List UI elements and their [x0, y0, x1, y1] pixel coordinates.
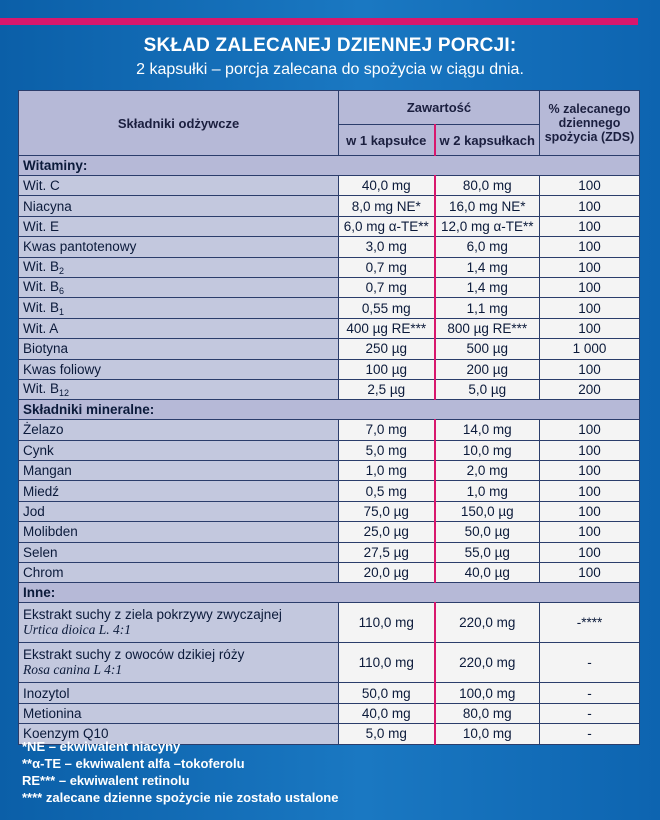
value-two-capsules: 2,0 mg — [435, 461, 540, 481]
nutrient-name — [19, 277, 339, 297]
table-row — [19, 522, 640, 542]
nutrient-name — [19, 237, 339, 257]
value-rda: - — [540, 703, 640, 723]
page-title: SKŁAD ZALECANEJ DZIENNEJ PORCJI: — [143, 35, 517, 56]
value-rda: 100 — [540, 501, 640, 521]
nutrient-name — [19, 379, 339, 399]
section-vitamins: Witaminy: — [19, 156, 640, 176]
table-row — [19, 379, 640, 399]
value-one-capsule: 100 µg — [339, 359, 435, 379]
nutrient-name: Miedź — [19, 481, 339, 501]
value-one-capsule: 1,0 mg — [339, 461, 435, 481]
nutrient-name — [19, 603, 339, 643]
value-rda: 100 — [540, 420, 640, 440]
value-one-capsule: 0,55 mg — [339, 298, 435, 318]
value-two-capsules: 12,0 mg α-TE** — [435, 216, 540, 236]
value-one-capsule: 0,5 mg — [339, 481, 435, 501]
nutrient-name — [19, 196, 339, 216]
value-one-capsule: 400 µg RE*** — [339, 318, 435, 338]
table-row — [19, 359, 640, 379]
nutrient-label: Koenzym Q10 — [23, 726, 109, 742]
nutrient-name: Żelazo — [19, 420, 339, 440]
header-content: Zawartość — [339, 91, 540, 125]
latin-name: Urtica dioica L. 4:1 — [23, 622, 131, 638]
value-two-capsules: 500 µg — [435, 339, 540, 359]
value-rda: 100 — [540, 196, 640, 216]
table-row — [19, 501, 640, 521]
nutrient-name — [19, 703, 339, 723]
value-one-capsule: 20,0 µg — [339, 563, 435, 583]
nutrient-label: Wit. A — [23, 320, 59, 336]
value-rda: - — [540, 643, 640, 683]
nutrient-name — [19, 298, 339, 318]
title-block — [0, 34, 660, 80]
value-one-capsule: 3,0 mg — [339, 237, 435, 257]
header-one-capsule: w 1 kapsułce — [339, 125, 435, 156]
table-row — [19, 683, 640, 703]
value-one-capsule: 40,0 mg — [339, 176, 435, 196]
value-rda: 100 — [540, 481, 640, 501]
value-rda: 100 — [540, 318, 640, 338]
value-two-capsules: 1,4 mg — [435, 257, 540, 277]
value-two-capsules: 1,1 mg — [435, 298, 540, 318]
value-rda: 100 — [540, 277, 640, 297]
table-row — [19, 216, 640, 236]
table-row — [19, 298, 640, 318]
nutrient-name — [19, 683, 339, 703]
value-one-capsule: 0,7 mg — [339, 277, 435, 297]
value-two-capsules: 14,0 mg — [435, 420, 540, 440]
value-rda: - — [540, 724, 640, 744]
table-row — [19, 176, 640, 196]
value-two-capsules: 50,0 µg — [435, 522, 540, 542]
footnote-ne: *NE – ekwiwalent niacyny — [22, 739, 181, 754]
header-nutrients: Składniki odżywcze — [19, 91, 339, 156]
value-two-capsules: 100,0 mg — [435, 683, 540, 703]
nutrient-name: Mangan — [19, 461, 339, 481]
value-rda: 100 — [540, 563, 640, 583]
page-subtitle: 2 kapsułki – porcja zalecana do spożycia w ciągu dnia. — [136, 61, 524, 78]
table-row — [19, 440, 640, 460]
nutrient-name: Selen — [19, 542, 339, 562]
nutrient-label: Ekstrakt suchy z owoców dzikiej róży — [23, 647, 245, 663]
nutrient-subscript: 1 — [59, 306, 65, 317]
value-rda: 100 — [540, 542, 640, 562]
header-rda: % zalecanego dziennego spożycia (ZDS) — [540, 91, 640, 156]
value-two-capsules: 200 µg — [435, 359, 540, 379]
value-two-capsules: 1,4 mg — [435, 277, 540, 297]
section-other — [19, 583, 640, 603]
nutrient-name: Molibden — [19, 522, 339, 542]
footnote-re: RE*** – ekwiwalent retinolu — [22, 773, 190, 788]
value-two-capsules: 220,0 mg — [435, 603, 540, 643]
table-row — [19, 420, 640, 440]
table-row — [19, 643, 640, 683]
table-row — [19, 481, 640, 501]
value-rda: 1 000 — [540, 339, 640, 359]
value-rda: 100 — [540, 176, 640, 196]
latin-name: Rosa canina L 4:1 — [23, 662, 123, 678]
section-minerals-label: Składniki mineralne: — [19, 400, 640, 420]
value-one-capsule: 110,0 mg — [339, 603, 435, 643]
value-rda: 100 — [540, 257, 640, 277]
value-rda: -**** — [540, 603, 640, 643]
value-rda: 100 — [540, 237, 640, 257]
value-rda: - — [540, 683, 640, 703]
value-two-capsules: 80,0 mg — [435, 703, 540, 723]
nutrient-label: Wit. C — [23, 178, 60, 194]
value-two-capsules: 10,0 mg — [435, 724, 540, 744]
value-two-capsules: 55,0 µg — [435, 542, 540, 562]
value-rda: 100 — [540, 298, 640, 318]
accent-bar — [0, 18, 638, 25]
table-row — [19, 703, 640, 723]
nutrient-subscript: 6 — [59, 286, 65, 297]
nutrient-name — [19, 318, 339, 338]
nutrient-name — [19, 176, 339, 196]
nutrient-name — [19, 643, 339, 683]
nutrient-label: Wit. B — [23, 381, 59, 397]
nutrient-label: Inozytol — [23, 685, 70, 701]
nutrient-label: Metionina — [23, 706, 82, 721]
value-one-capsule: 40,0 mg — [339, 703, 435, 723]
value-two-capsules: 220,0 mg — [435, 643, 540, 683]
table-row — [19, 237, 640, 257]
value-one-capsule: 0,7 mg — [339, 257, 435, 277]
value-two-capsules: 800 µg RE*** — [435, 318, 540, 338]
value-two-capsules: 150,0 µg — [435, 501, 540, 521]
value-two-capsules: 1,0 mg — [435, 481, 540, 501]
value-one-capsule: 2,5 µg — [339, 379, 435, 399]
value-two-capsules: 16,0 mg NE* — [435, 196, 540, 216]
value-one-capsule: 5,0 mg — [339, 724, 435, 744]
nutrient-name: Jod — [19, 501, 339, 521]
value-rda: 100 — [540, 216, 640, 236]
value-one-capsule: 250 µg — [339, 339, 435, 359]
nutrient-label: Niacyna — [23, 198, 72, 214]
value-two-capsules: 10,0 mg — [435, 440, 540, 460]
section-other-label: Inne: — [19, 583, 640, 603]
nutrition-table-wrap — [18, 90, 639, 745]
value-two-capsules: 5,0 µg — [435, 379, 540, 399]
value-rda: 200 — [540, 379, 640, 399]
nutrient-subscript: 2 — [59, 265, 65, 276]
nutrient-name — [19, 359, 339, 379]
value-rda: 100 — [540, 461, 640, 481]
value-rda: 100 — [540, 359, 640, 379]
value-one-capsule: 6,0 mg α-TE** — [339, 216, 435, 236]
table-row — [19, 461, 640, 481]
value-two-capsules: 80,0 mg — [435, 176, 540, 196]
nutrient-label: Biotyna — [23, 341, 69, 357]
nutrient-label: Kwas foliowy — [23, 361, 102, 377]
nutrient-label: Wit. E — [23, 218, 59, 234]
nutrient-name — [19, 339, 339, 359]
nutrient-label: Wit. B — [23, 299, 59, 315]
table-row — [19, 339, 640, 359]
nutrient-label: Ekstrakt suchy z ziela pokrzywy zwyczajnej — [23, 607, 282, 623]
footnotes — [22, 738, 338, 806]
value-one-capsule: 75,0 µg — [339, 501, 435, 521]
table-row — [19, 196, 640, 216]
value-one-capsule: 27,5 µg — [339, 542, 435, 562]
nutrient-name — [19, 216, 339, 236]
value-two-capsules: 6,0 mg — [435, 237, 540, 257]
table-row — [19, 257, 640, 277]
value-one-capsule: 7,0 mg — [339, 420, 435, 440]
nutrition-table — [18, 90, 640, 745]
header-two-capsules: w 2 kapsułkach — [435, 125, 540, 156]
nutrient-name: Chrom — [19, 563, 339, 583]
value-one-capsule: 50,0 mg — [339, 683, 435, 703]
value-rda: 100 — [540, 440, 640, 460]
value-rda: 100 — [540, 522, 640, 542]
value-one-capsule: 5,0 mg — [339, 440, 435, 460]
nutrient-label: Kwas pantotenowy — [23, 239, 137, 255]
section-minerals — [19, 400, 640, 420]
value-one-capsule: 25,0 µg — [339, 522, 435, 542]
table-row — [19, 318, 640, 338]
footnote-zds: **** zalecane dzienne spożycie nie zostało ustalone — [22, 790, 339, 805]
value-two-capsules: 40,0 µg — [435, 563, 540, 583]
table-body — [19, 156, 640, 745]
table-row — [19, 603, 640, 643]
nutrient-subscript: 12 — [59, 388, 70, 399]
table-row — [19, 277, 640, 297]
nutrient-name — [19, 257, 339, 277]
value-one-capsule: 110,0 mg — [339, 643, 435, 683]
table-row — [19, 563, 640, 583]
nutrient-label: Wit. B — [23, 258, 59, 274]
nutrient-label: Wit. B — [23, 279, 59, 295]
value-one-capsule: 8,0 mg NE* — [339, 196, 435, 216]
footnote-ate: **α-TE – ekwiwalent alfa –tokoferolu — [22, 756, 245, 771]
table-row — [19, 542, 640, 562]
nutrient-name: Cynk — [19, 440, 339, 460]
